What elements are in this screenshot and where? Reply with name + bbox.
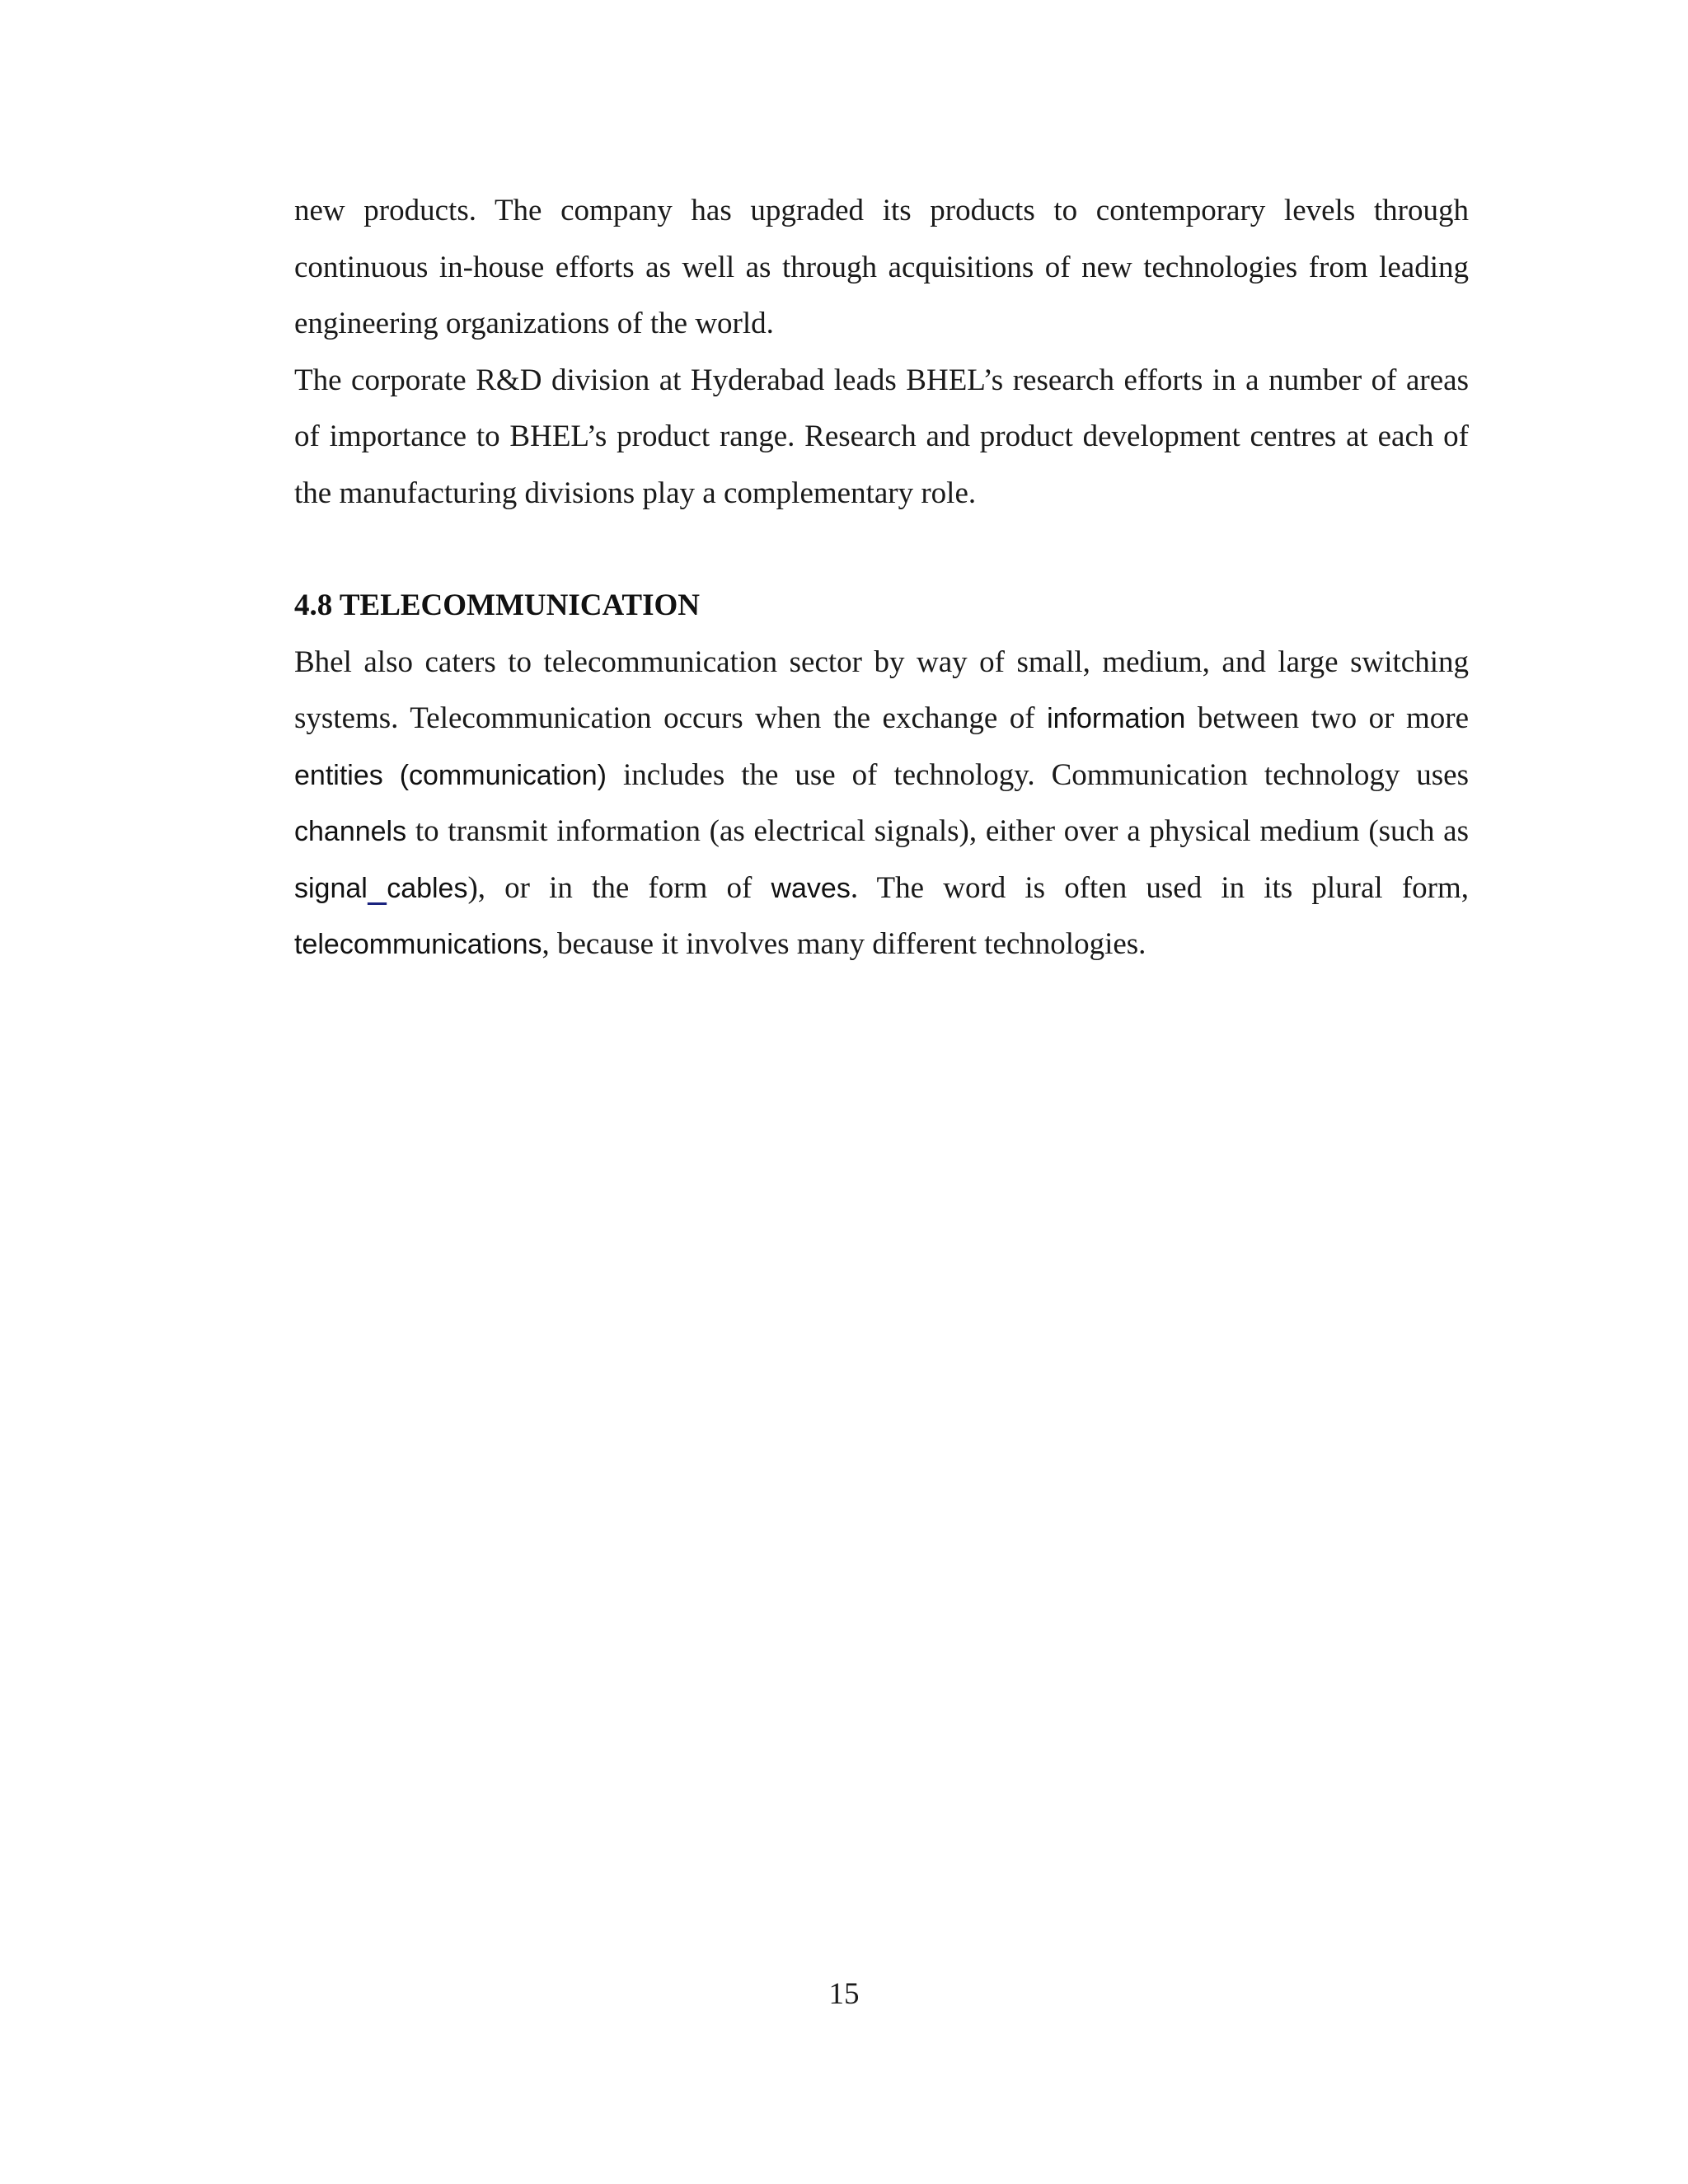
text-includes: includes the use of technology. Communication technology uses [607,757,1470,792]
body-paragraph-1: new products. The company has upgraded its products to contemporary levels through continuous in-house efforts as well as through acquisitions of new technologies from leading engineering organizations of the world. [294,194,1469,340]
term-channels: channels [294,816,407,847]
paragraph-spacer [294,522,1469,578]
term-cables: cables [387,872,468,904]
text-end: , because it involves many different technologies. [542,927,1146,961]
text-space [383,758,400,792]
term-entities: entities [294,759,383,791]
term-telecommunications: telecommunications [294,929,542,960]
page-number: 15 [828,1977,860,2011]
text-intro: Bhel also caters to telecommunication sector by way of small, medium, and large switching systems. Telecommunication occurs when the exchange of [294,644,1469,735]
text-between: between two or more [1185,701,1469,735]
telecommunication-paragraph [294,635,1469,973]
text-form: ), or in the form of [467,870,771,905]
signal-cables-link[interactable] [368,873,387,904]
text-transmit: to transmit information (as electrical signals), either over a physical medium (such as [406,814,1469,848]
term-waves: waves [771,872,851,904]
term-information: information [1047,703,1186,734]
section-heading: 4.8 TELECOMMUNICATION [294,588,701,622]
term-signal: signal [294,872,368,904]
text-word: . The word is often used in its plural form, [850,870,1469,905]
page-content [294,183,1469,973]
body-paragraph-2: The corporate R&D division at Hyderabad leads BHEL’s research efforts in a number of areas of importance to BHEL’s product range. Research and product development centres at each of the manufacturing divisions play a complementary role. [294,363,1469,510]
term-communication: (communication) [399,759,607,791]
